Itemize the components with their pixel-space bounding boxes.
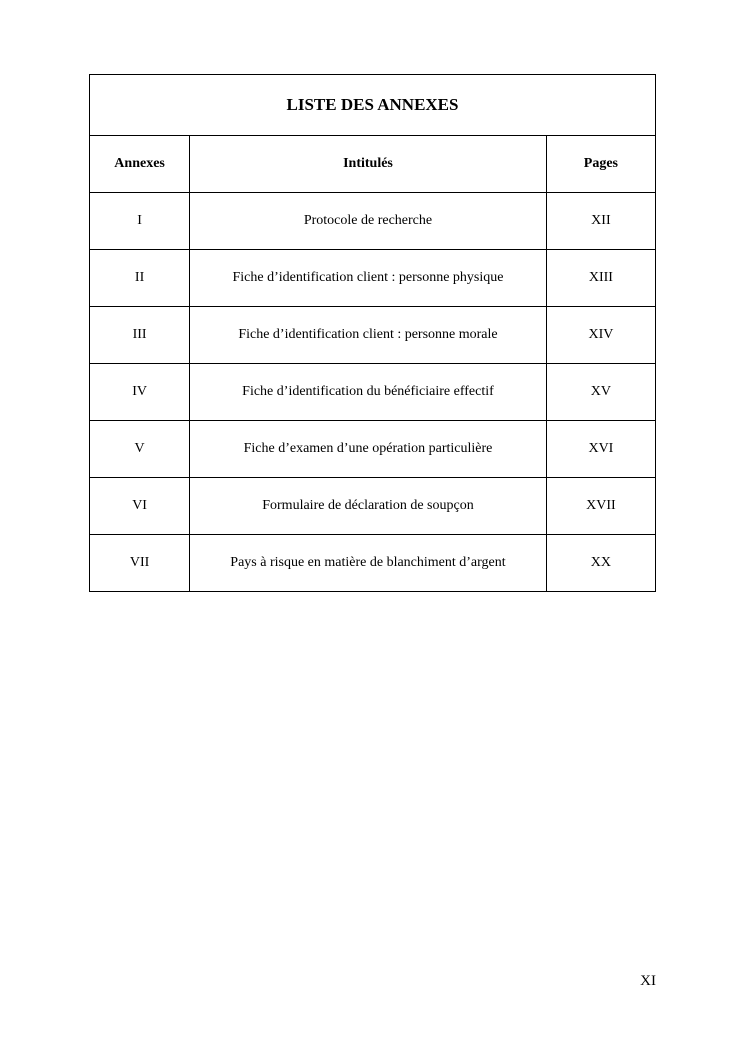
table-row	[90, 535, 656, 592]
annex-number: II	[90, 250, 190, 307]
table-title: LISTE DES ANNEXES	[90, 75, 656, 136]
annex-page: XII	[546, 193, 655, 250]
annex-title: Formulaire de déclaration de soupçon	[190, 478, 547, 535]
annex-number: V	[90, 421, 190, 478]
annex-title: Fiche d’examen d’une opération particulière	[190, 421, 547, 478]
table-row	[90, 250, 656, 307]
page-number: XI	[640, 973, 656, 989]
table-row	[90, 307, 656, 364]
annex-page: XVI	[546, 421, 655, 478]
annex-list-table	[89, 74, 656, 592]
annex-page: XIV	[546, 307, 655, 364]
annex-title: Fiche d’identification client : personne physique	[190, 250, 547, 307]
annex-title: Protocole de recherche	[190, 193, 547, 250]
table-row	[90, 478, 656, 535]
table-row	[90, 364, 656, 421]
annex-page: XIII	[546, 250, 655, 307]
annex-title: Fiche d’identification client : personne morale	[190, 307, 547, 364]
header-pages: Pages	[546, 136, 655, 193]
annex-number: III	[90, 307, 190, 364]
header-intitules: Intitulés	[190, 136, 547, 193]
annex-number: VI	[90, 478, 190, 535]
header-annexes: Annexes	[90, 136, 190, 193]
annex-page: XVII	[546, 478, 655, 535]
annex-page: XV	[546, 364, 655, 421]
annex-page: XX	[546, 535, 655, 592]
table-row	[90, 193, 656, 250]
annex-title: Fiche d’identification du bénéficiaire effectif	[190, 364, 547, 421]
annex-number: IV	[90, 364, 190, 421]
table-title-row	[90, 75, 656, 136]
annex-number: VII	[90, 535, 190, 592]
table-header-row	[90, 136, 656, 193]
annex-title: Pays à risque en matière de blanchiment d’argent	[190, 535, 547, 592]
annex-number: I	[90, 193, 190, 250]
table-row	[90, 421, 656, 478]
